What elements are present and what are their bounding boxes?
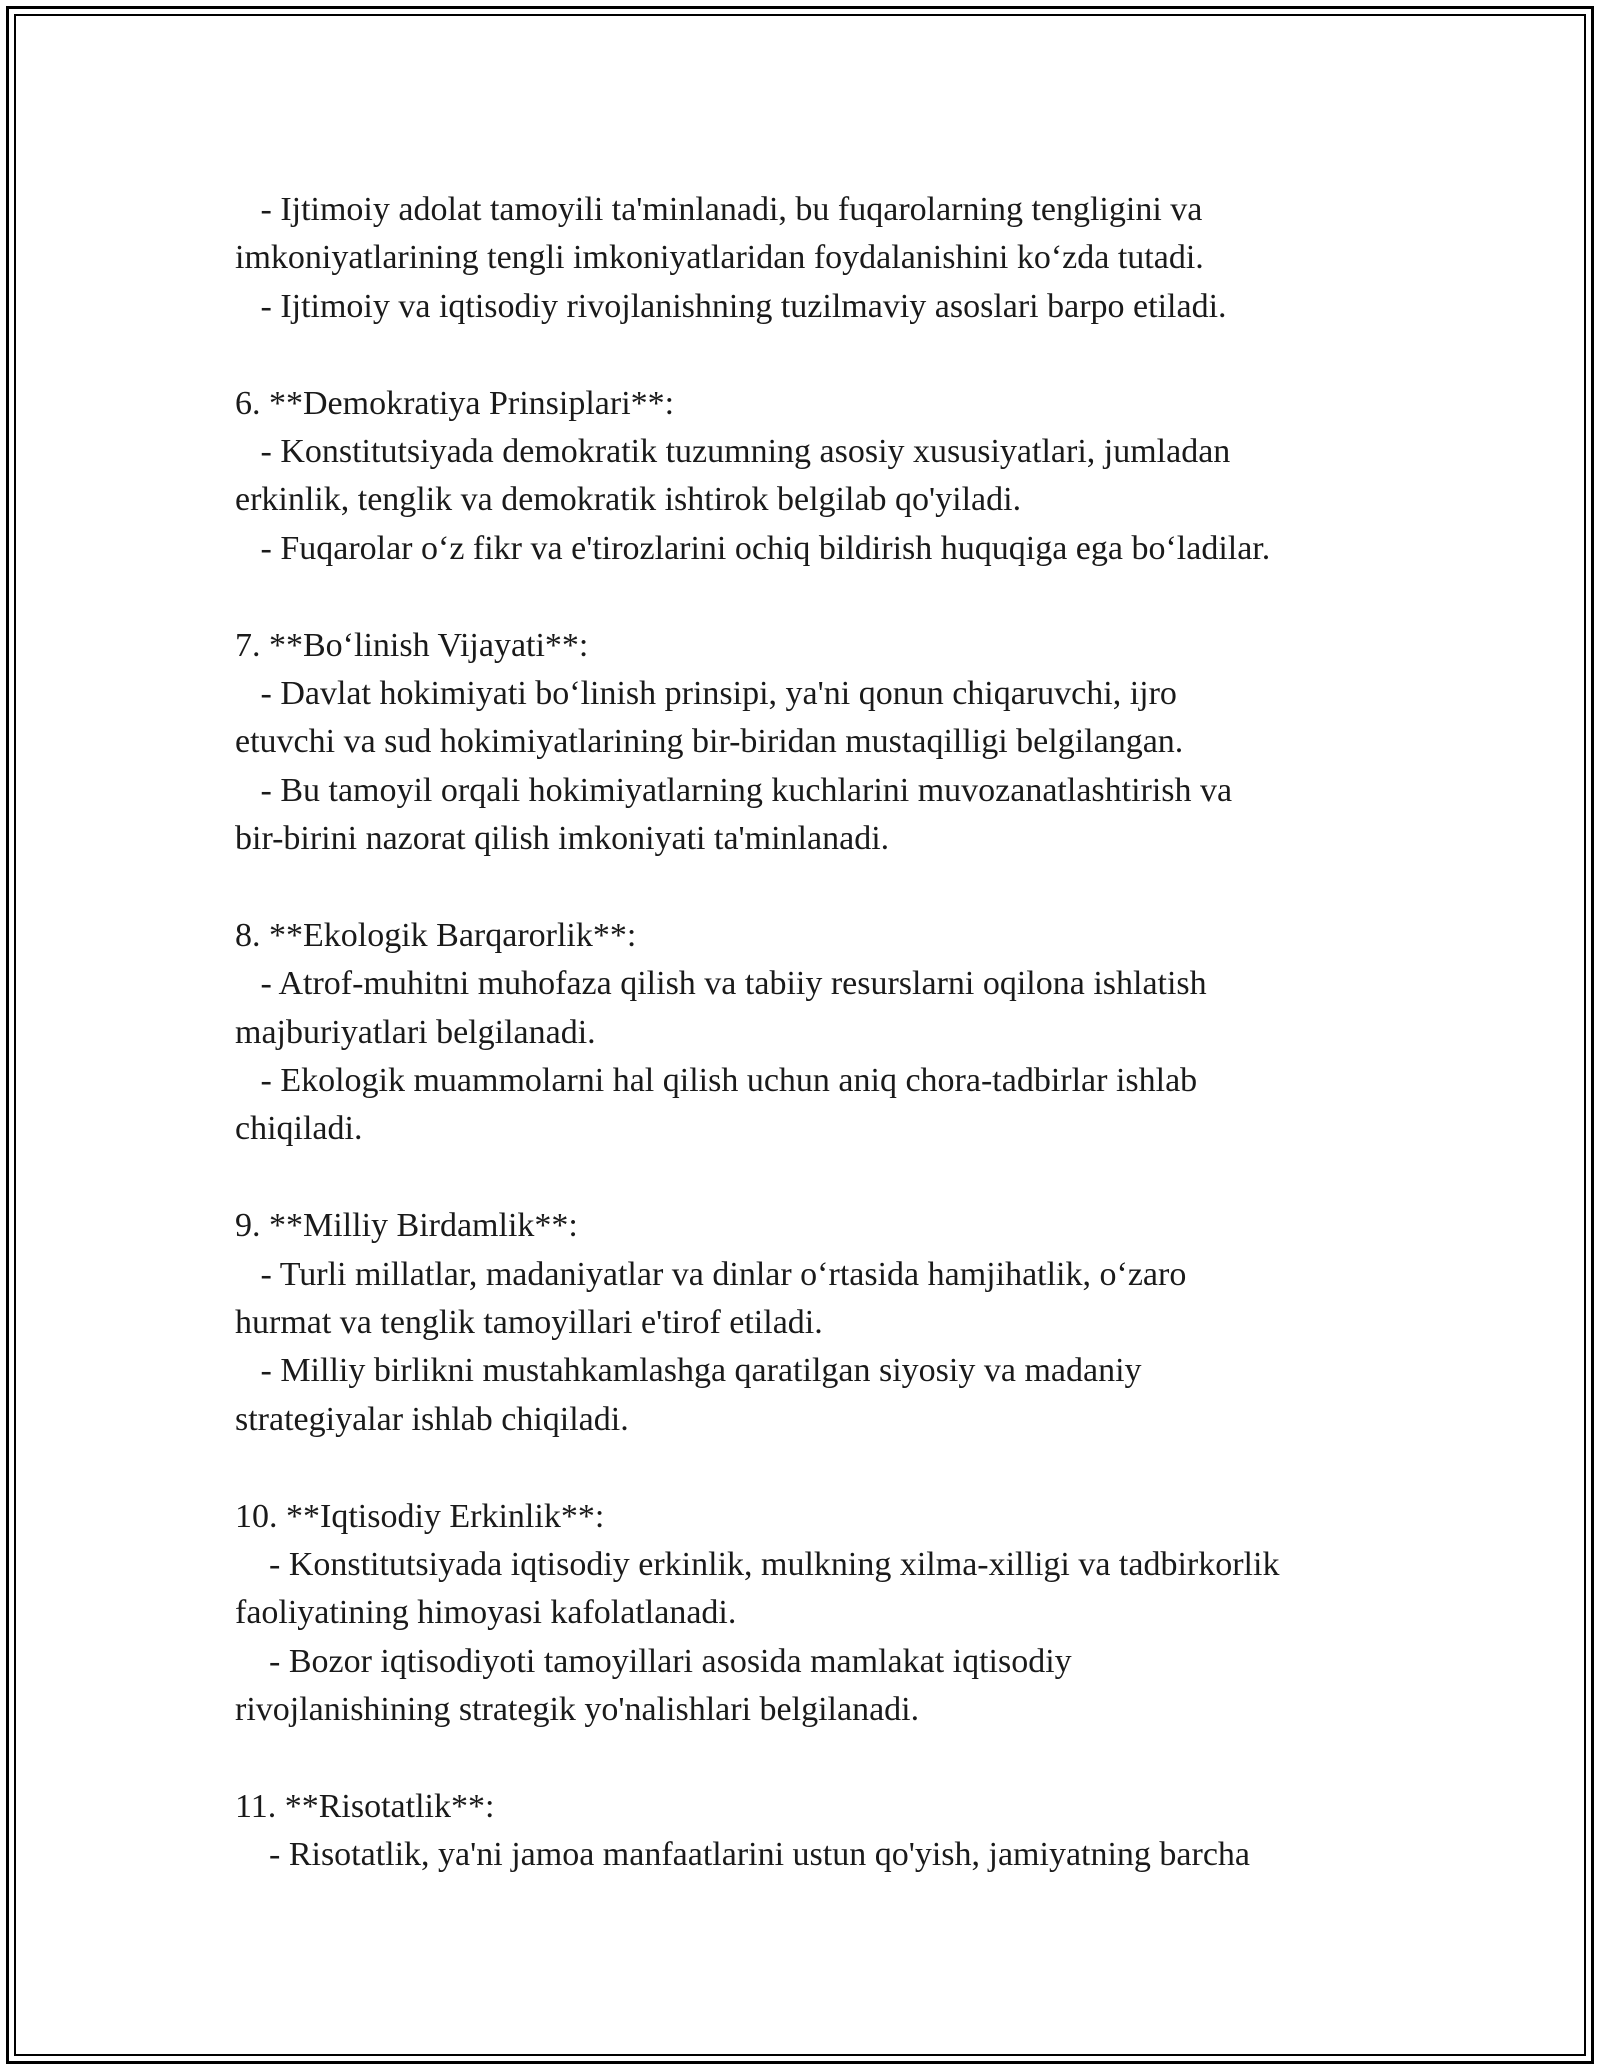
text-line: rivojlanishining strategik yo'nalishlari belgilanadi. [235,1691,920,1729]
text-line: majburiyatlari belgilanadi. [235,1013,596,1051]
text-line: 8. **Ekologik Barqarorlik**: [235,916,637,954]
blank-line [235,573,1415,621]
text-line: - Ekologik muammolarni hal qilish uchun aniq chora-tadbirlar ishlab [235,1062,1198,1100]
text-line: etuvchi va sud hokimiyatlarining bir-biridan mustaqilligi belgilangan. [235,723,1184,761]
text-line: - Risotatlik, ya'ni jamoa manfaatlarini ustun qo'yish, jamiyatning barcha [235,1836,1251,1874]
text-line: - Milliy birlikni mustahkamlashga qaratilgan siyosiy va madaniy [235,1352,1142,1390]
blank-line [235,1444,1415,1492]
blank-line [235,331,1415,379]
text-line: - Ijtimoiy adolat tamoyili ta'minlanadi, bu fuqarolarning tengligini va [235,191,1203,228]
text-line: - Turli millatlar, madaniyatlar va dinlar o‘rtasida hamjihatlik, o‘zaro [235,1255,1187,1293]
document-body [235,186,1415,1880]
text-line: erkinlik, tenglik va demokratik ishtirok belgilab qo'yiladi. [235,481,1022,519]
blank-line [235,1154,1415,1202]
text-line: strategiyalar ishlab chiqiladi. [235,1400,629,1438]
text-line: 9. **Milliy Birdamlik**: [235,1207,578,1245]
blank-line [235,1735,1415,1783]
blank-line [235,863,1415,911]
text-line: - Bozor iqtisodiyoti tamoyillari asosida mamlakat iqtisodiy [235,1642,1072,1680]
text-line: 6. **Demokratiya Prinsiplari**: [235,384,675,422]
text-line: - Atrof-muhitni muhofaza qilish va tabiiy resurslarni oqilona ishlatish [235,965,1207,1003]
text-line: - Fuqarolar o‘z fikr va e'tirozlarini ochiq bildirish huquqiga ega bo‘ladilar. [235,529,1271,567]
text-line: - Konstitutsiyada iqtisodiy erkinlik, mulkning xilma-xilligi va tadbirkorlik [235,1545,1280,1583]
text-line: 11. **Risotatlik**: [235,1787,495,1825]
text-line: imkoniyatlarining tengli imkoniyatlaridan foydalanishini ko‘zda tutadi. [235,239,1204,277]
text-line: hurmat va tenglik tamoyillari e'tirof etiladi. [235,1303,823,1341]
text-line: - Konstitutsiyada demokratik tuzumning asosiy xususiyatlari, jumladan [235,432,1231,470]
text-line: chiqiladi. [235,1110,363,1148]
text-line: - Davlat hokimiyati bo‘linish prinsipi, ya'ni qonun chiqaruvchi, ijro [235,674,1177,712]
text-line: faoliyatining himoyasi kafolatlanadi. [235,1594,737,1632]
text-line: 10. **Iqtisodiy Erkinlik**: [235,1497,605,1535]
text-line: 7. **Bo‘linish Vijayati**: [235,626,589,664]
text-line: - Ijtimoiy va iqtisodiy rivojlanishning tuzilmaviy asoslari barpo etiladi. [235,287,1227,325]
text-line: - Bu tamoyil orqali hokimiyatlarning kuchlarini muvozanatlashtirish va [235,771,1233,809]
text-line: bir-birini nazorat qilish imkoniyati ta'minlanadi. [235,820,890,858]
